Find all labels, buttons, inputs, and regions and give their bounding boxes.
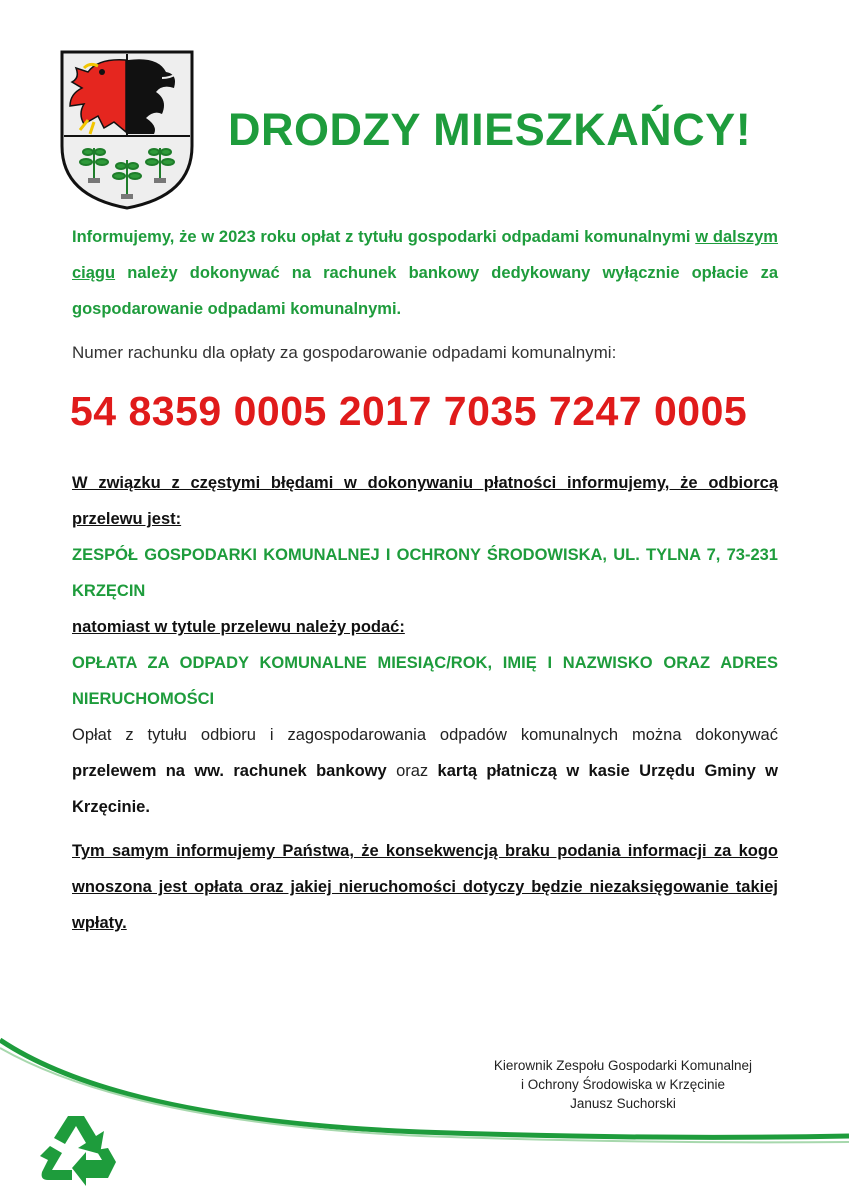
payment-text-2: oraz (396, 762, 429, 780)
intro-underlined-text: w dalszym ciągu (72, 228, 778, 282)
signature-line-2: i Ochrony Środowiska w Krzęcinie (520, 1077, 726, 1092)
warning-paragraph: Tym samym informujemy Państwa, że konsekwencją braku podania informacji za kogo wnoszona jest opłata oraz jakiej nieruchomości dotyczy będzie niezaksięgowanie takiej wpłaty. (72, 842, 778, 932)
page-title: DRODZY MIESZKAŃCY! (228, 104, 752, 155)
signature-name: Janusz Suchorski (570, 1096, 676, 1111)
account-label: Numer rachunku dla opłaty za gospodarowanie odpadami komunalnymi: (72, 343, 617, 362)
payment-paragraph (72, 717, 778, 825)
payment-bold-2: kartą płatniczą w kasie Urzędu Gminy w Krzęcinie. (72, 762, 778, 816)
signature (458, 1056, 788, 1113)
signature-line-1: Kierownik Zespołu Gospodarki Komunalnej (493, 1058, 753, 1073)
recycle-icon (38, 1110, 124, 1190)
recipient-heading: W związku z częstymi błędami w dokonywaniu płatności informujemy, że odbiorcą przelewu jest: (72, 474, 778, 528)
payment-bold-1: przelewem na ww. rachunek bankowy (72, 762, 387, 780)
transfer-title-value: OPŁATA ZA ODPADY KOMUNALNE MIESIĄC/ROK, IMIĘ I NAZWISKO ORAZ ADRES NIERUCHOMOŚCI (72, 654, 778, 708)
account-number: 54 8359 0005 2017 7035 7247 0005 (70, 388, 748, 434)
notice-block (72, 465, 778, 941)
transfer-title-heading: natomiast w tytule przelewu należy podać: (72, 618, 405, 636)
municipal-coat-of-arms-icon (58, 48, 196, 212)
intro-paragraph (72, 219, 778, 327)
intro-text-2: należy dokonywać na rachunek bankowy dedykowany wyłącznie opłacie za gospodarowanie odpadami komunalnymi. (72, 264, 779, 318)
intro-text-1: Informujemy, że w 2023 roku opłat z tytułu gospodarki odpadami komunalnymi (72, 228, 691, 246)
payment-text-1: Opłat z tytułu odbioru i zagospodarowania odpadów komunalnych można dokonywać (72, 726, 778, 744)
recipient-value: ZESPÓŁ GOSPODARKI KOMUNALNEJ I OCHRONY ŚRODOWISKA, UL. TYLNA 7, 73-231 KRZĘCIN (72, 546, 778, 600)
